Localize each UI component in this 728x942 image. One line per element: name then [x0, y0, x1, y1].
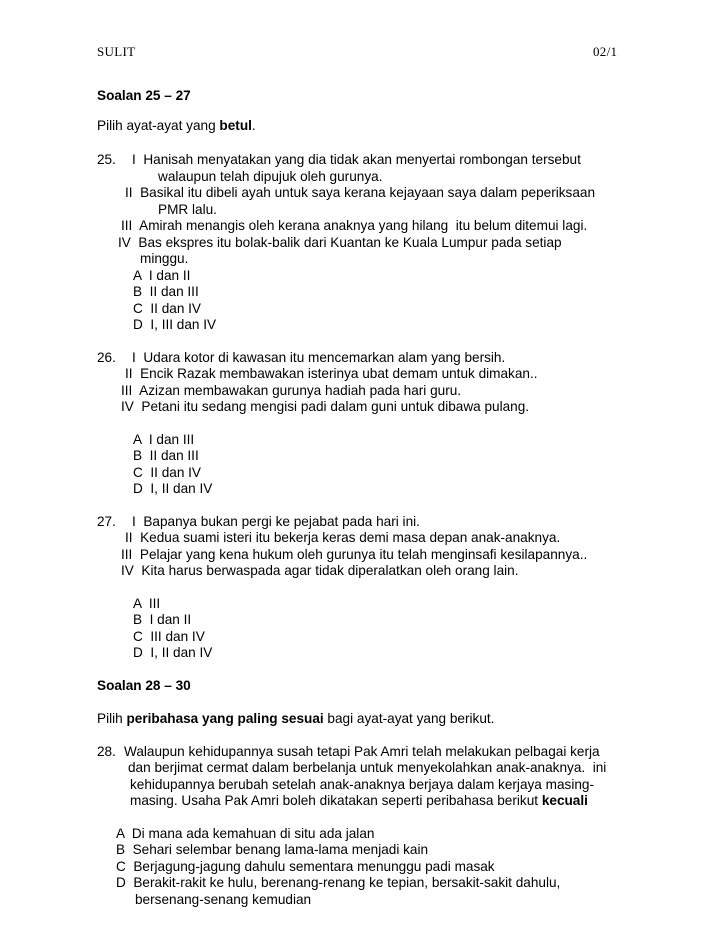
answer-option: D I, III dan IV [133, 317, 217, 332]
answer-option: C III dan IV [133, 629, 205, 644]
section-title: Soalan 28 – 30 [97, 678, 191, 693]
answer-option: C II dan IV [133, 301, 202, 316]
statement-line: minggu. [140, 251, 189, 266]
section-instruction: Pilih peribahasa yang paling sesuai bagi ayat-ayat yang berikut. [97, 711, 495, 726]
passage-line: Walaupun kehidupannya susah tetapi Pak Amri telah melakukan pelbagai kerja [124, 744, 600, 759]
statement-line: PMR lalu. [158, 202, 217, 217]
answer-option: B I dan II [133, 612, 192, 627]
answer-option: D I, II dan IV [133, 645, 213, 660]
statement-line: I Hanisah menyatakan yang dia tidak akan menyertai rombongan tersebut [132, 152, 581, 167]
answer-option: D Berakit-rakit ke hulu, berenang-renang ke tepian, bersakit-sakit dahulu, [116, 875, 561, 890]
statement-line: IV Bas ekspres itu bolak-balik dari Kuantan ke Kuala Lumpur pada setiap [118, 235, 562, 250]
passage-line: kehidupannya berubah setelah anak-anaknya berjaya dalam kerjaya masing- [130, 777, 594, 792]
statement-line: III Azizan membawakan gurunya hadiah pada hari guru. [121, 383, 462, 398]
answer-option: A III [133, 596, 161, 611]
emphasis-kecuali: kecuali [541, 793, 588, 808]
question-number: 26. [97, 350, 116, 365]
statement-line: II Kedua suami isteri itu bekerja keras demi masa depan anak-anaknya. [125, 530, 561, 545]
statement-line: IV Petani itu sedang mengisi padi dalam guni untuk dibawa pulang. [121, 399, 530, 414]
statement-line: IV Kita harus berwaspada agar tidak diperalatkan oleh orang lain. [121, 563, 519, 578]
question-number: 27. [97, 514, 116, 529]
answer-option: C II dan IV [133, 465, 202, 480]
question-number: 25. [97, 152, 116, 167]
answer-option: A I dan II [133, 268, 191, 283]
answer-option: D I, II dan IV [133, 481, 213, 496]
passage-line: dan berjimat cermat dalam berbelanja untuk menyekolahkan anak-anaknya. ini [128, 760, 607, 775]
statement-line: III Amirah menangis oleh kerana anaknya yang hilang itu belum ditemui lagi. [121, 218, 588, 233]
answer-option: A Di mana ada kemahuan di situ ada jalan [116, 826, 375, 841]
answer-option: B II dan III [133, 284, 199, 299]
statement-line: III Pelajar yang kena hukum oleh gurunya itu telah menginsafi kesilapannya.. [121, 547, 588, 562]
section-title: Soalan 25 – 27 [97, 88, 191, 103]
statement-line: I Udara kotor di kawasan itu mencemarkan alam yang bersih. [132, 350, 506, 365]
answer-option: B Sehari selembar benang lama-lama menjadi kain [116, 842, 429, 857]
header-code: 02/1 [593, 44, 618, 59]
section-instruction: Pilih ayat-ayat yang betul. [97, 118, 256, 133]
statement-line: II Basikal itu dibeli ayah untuk saya kerana kejayaan saya dalam peperiksaan [125, 185, 596, 200]
statement-line: I Bapanya bukan pergi ke pejabat pada hari ini. [132, 514, 420, 529]
question-number: 28. [97, 744, 116, 759]
answer-option: A I dan III [133, 432, 195, 447]
statement-line: walaupun telah dipujuk oleh gurunya. [158, 169, 383, 184]
answer-option: C Berjagung-jagung dahulu sementara menunggu padi masak [116, 859, 495, 874]
passage-line: masing. Usaha Pak Amri boleh dikatakan seperti peribahasa berikut kecuali [130, 793, 588, 808]
answer-option-continuation: bersenang-senang kemudian [135, 892, 312, 907]
header-sulit: SULIT [97, 44, 136, 59]
answer-option: B II dan III [133, 448, 199, 463]
statement-line: II Encik Razak membawakan isterinya ubat demam untuk dimakan.. [125, 366, 538, 381]
